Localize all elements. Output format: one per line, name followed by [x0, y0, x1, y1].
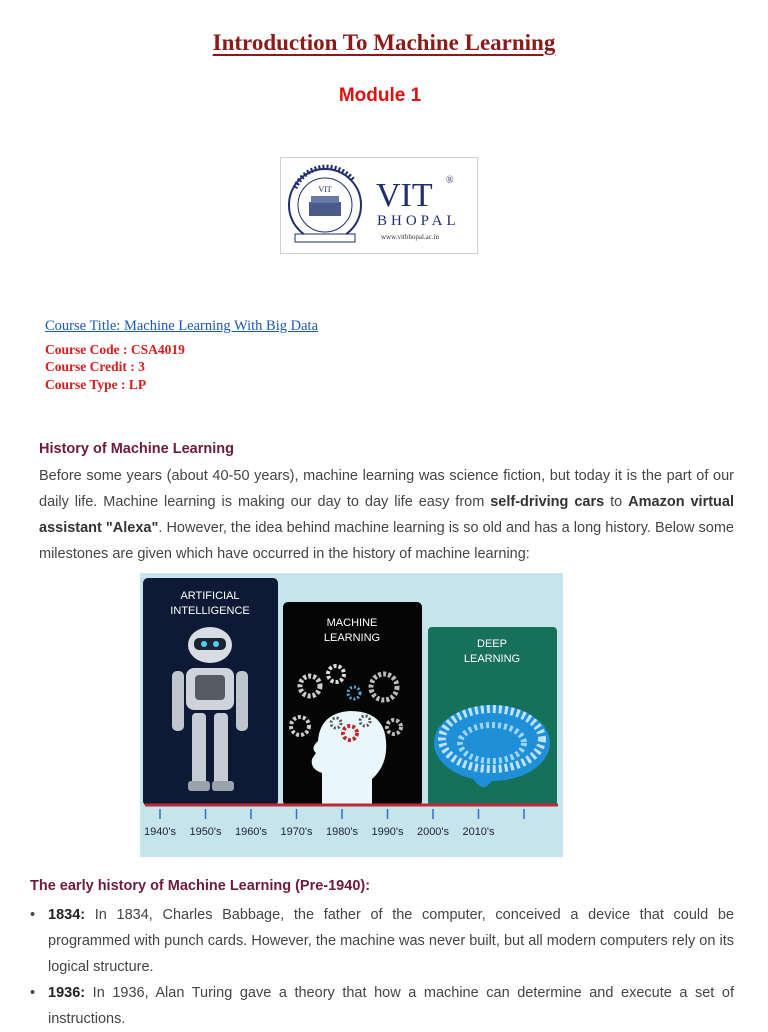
ai-label-1: ARTIFICIAL: [180, 590, 240, 602]
list-item: • 1936: In 1936, Alan Turing gave a theory that how a machine can determine and execute a set of instructions.: [30, 980, 734, 1032]
svg-text:www.vitbhopal.ac.in: www.vitbhopal.ac.in: [381, 233, 440, 241]
vit-seal-icon: [281, 158, 477, 253]
history-paragraph: Before some years (about 40-50 years), machine learning was science fiction, but today it is the part of our daily life. Machine learning is making our day to day life easy from self-driving cars to Amazon virtual assistant "Alexa". However, the idea behind machine learning is so old and has a long history. Below some milestones are given which have occurred in the history of machine learning:: [39, 468, 735, 562]
dl-label-1: DEEP: [477, 638, 507, 650]
early-history-heading: The early history of Machine Learning (Pre-1940):: [30, 878, 371, 894]
svg-text:VIT: VIT: [318, 185, 332, 194]
bullet-icon: •: [30, 907, 36, 923]
ml-label-1: MACHINE: [326, 617, 378, 629]
timeline-ticks: [160, 809, 563, 819]
decade-label: 1960's: [234, 826, 268, 838]
decade-label: 1940's: [143, 826, 177, 838]
decade-label: 1970's: [280, 826, 313, 838]
dl-label-2: LEARNING: [463, 653, 521, 665]
decade-label: 1990's: [371, 826, 404, 838]
decade-label: 2010's: [462, 826, 495, 838]
course-type: Course Type : LP: [45, 377, 147, 392]
course-credit: Course Credit : 3: [45, 359, 145, 374]
list-item: • 1834: In 1834, Charles Babbage, the father of the computer, conceived a device that could be programmed with punch cards. However, the machine was never built, but all modern computers rely on its logical structure.: [30, 902, 734, 980]
svg-text:VIT: VIT: [376, 177, 433, 214]
module-label: Module 1: [338, 85, 422, 106]
bullet-icon: •: [30, 985, 36, 1001]
timeline-decade-labels: [144, 826, 495, 838]
ml-label-2: LEARNING: [323, 632, 381, 644]
decade-label: 2000's: [416, 826, 450, 838]
vit-bhopal-logo: [280, 157, 478, 254]
svg-text:BHOPAL: BHOPAL: [377, 213, 460, 229]
course-title-link[interactable]: Course Title: Machine Learning With Big Data: [45, 318, 319, 334]
history-heading: History of Machine Learning: [39, 441, 234, 457]
ai-ml-dl-timeline-figure: [140, 573, 563, 857]
ai-label-2: INTELLIGENCE: [170, 605, 250, 617]
decade-label: 1980's: [325, 826, 359, 838]
document-title: Introduction To Machine Learning: [212, 30, 556, 55]
decade-label: 1950's: [189, 826, 222, 838]
svg-text:®: ®: [446, 175, 454, 186]
course-code: Course Code : CSA4019: [45, 342, 185, 357]
